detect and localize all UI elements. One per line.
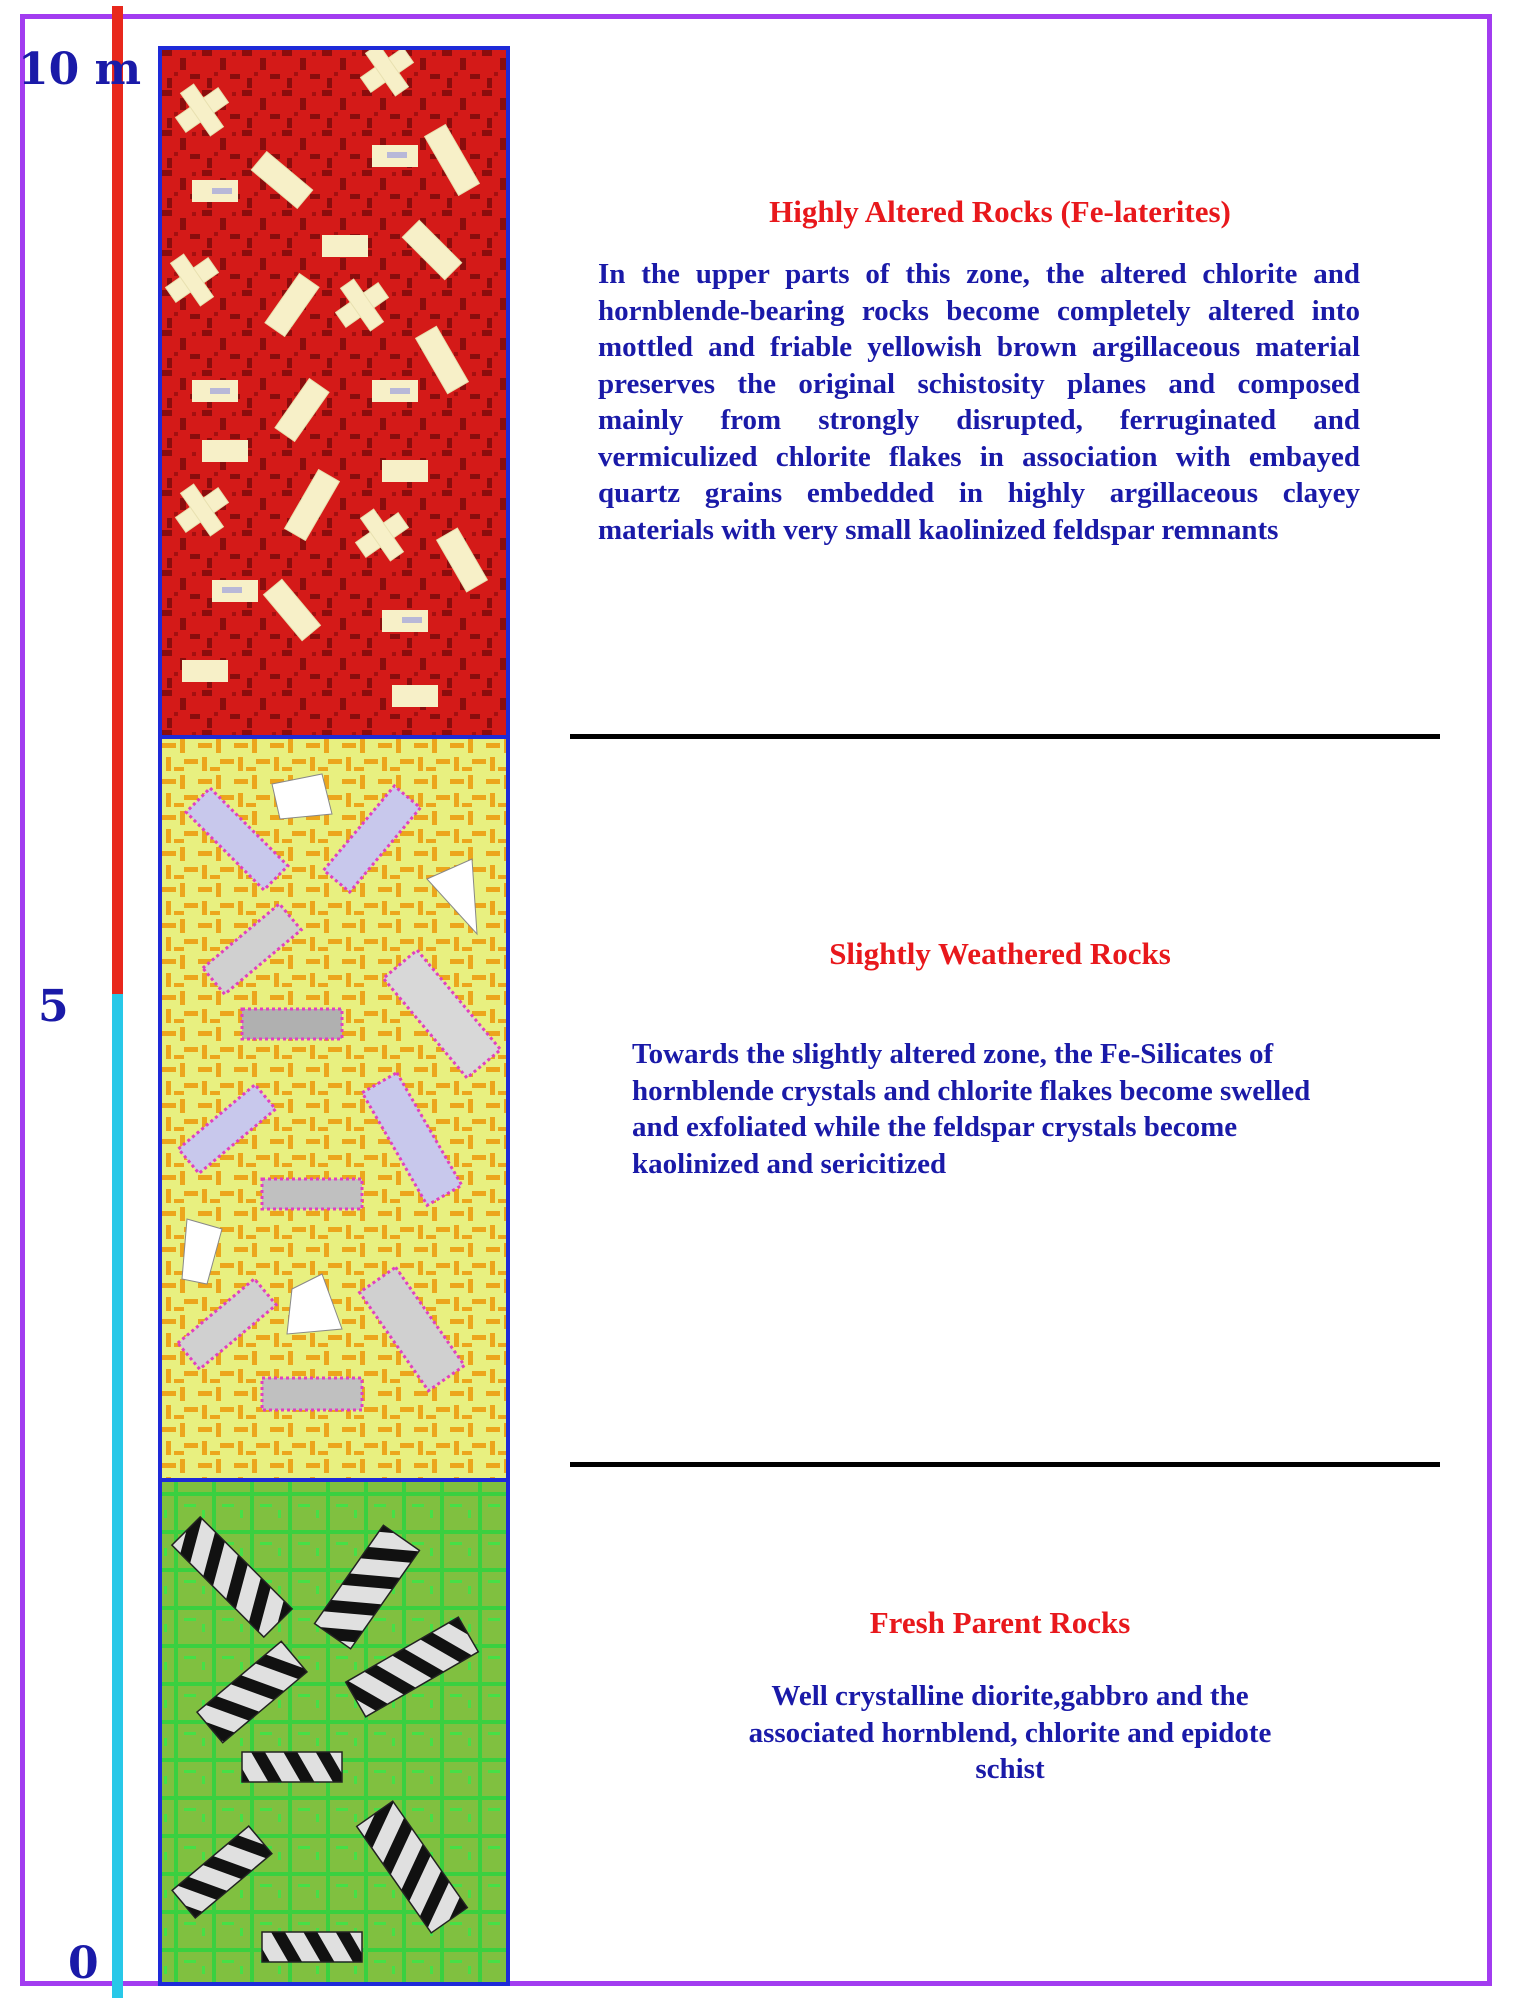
zone-parent-column bbox=[158, 1478, 510, 1986]
text-slightly-weathered: Towards the slightly altered zone, the Fe-Silicates of hornblende crystals and chlorite flakes become swelled and exfoliated while the feldspar crystals become kaolinized and sericitized bbox=[632, 1038, 1311, 1180]
laterite-pattern bbox=[162, 50, 506, 735]
divider-1 bbox=[570, 734, 1440, 739]
parent-pattern bbox=[162, 1482, 506, 1982]
scale-label-mid: 5 bbox=[38, 981, 69, 1032]
scale-label-bottom: 0 bbox=[68, 1938, 99, 1989]
text-fresh-parent: Well crystalline diorite,gabbro and the associated hornblend, chlorite and epidote schist bbox=[748, 1680, 1272, 1785]
weathered-pattern bbox=[162, 739, 506, 1478]
heading-slightly-weathered: Slightly Weathered Rocks bbox=[829, 936, 1171, 971]
text-highly-altered: In the upper parts of this zone, the altered chlorite and hornblende-bearing rocks become completely altered into mottled and friable yellowish brown argillaceous material preserves the original schistosity planes and composed mainly from strongly disrupted, ferruginated and vermiculized chlorite flakes in association with embayed quartz grains embedded in highly argillaceous clayey materials with very small kaolinized feldspar remnants bbox=[598, 258, 1360, 546]
scale-bar-lower bbox=[112, 994, 123, 1998]
zone-weathered-column bbox=[158, 735, 510, 1482]
heading-highly-altered: Highly Altered Rocks (Fe-laterites) bbox=[769, 194, 1231, 229]
zone-laterite-column bbox=[158, 46, 510, 739]
divider-2 bbox=[570, 1462, 1440, 1467]
heading-fresh-parent: Fresh Parent Rocks bbox=[869, 1605, 1131, 1640]
scale-label-top: 10 m bbox=[18, 44, 142, 95]
scale-bar-upper bbox=[112, 6, 123, 994]
